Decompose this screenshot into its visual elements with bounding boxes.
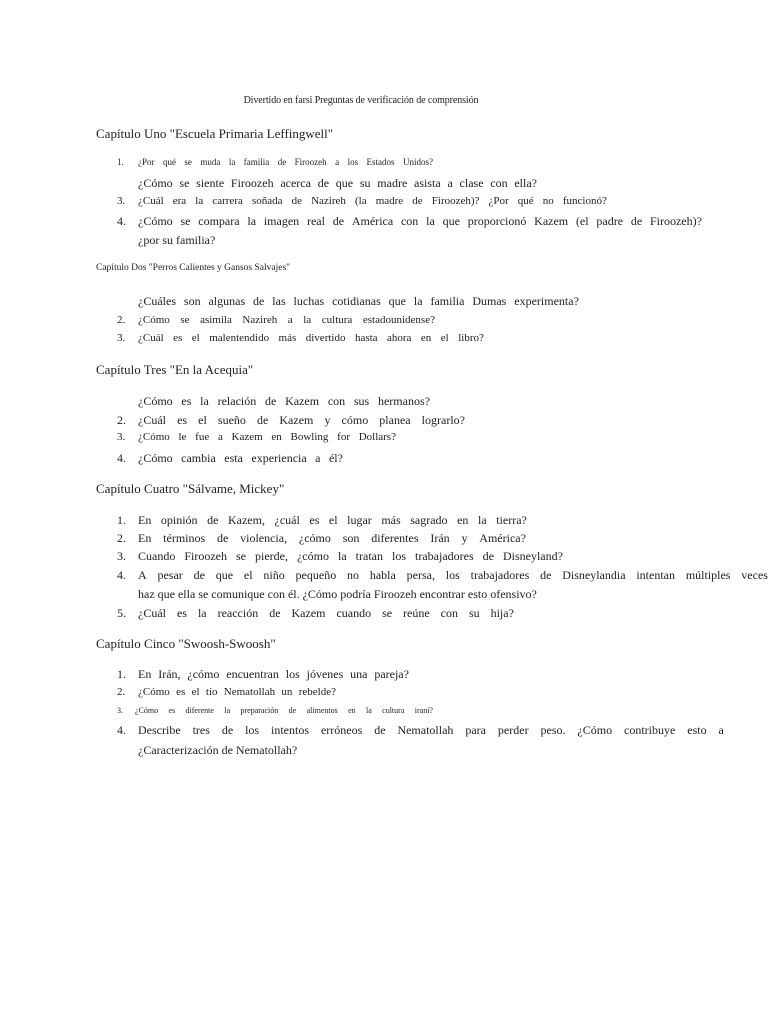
document-title: Divertido en farsi Preguntas de verificación de comprensión [243, 95, 479, 106]
question-text: En términos de violencia, ¿cómo son diferentes Irán y América? [138, 531, 526, 545]
question-text: ¿Cuál es el malentendido más divertido hasta ahora en el libro? [138, 332, 484, 344]
chapter-heading: Capítulo Cinco "Swoosh-Swoosh" [96, 636, 276, 651]
chapter-heading: Capítulo Cuatro "Sálvame, Mickey" [96, 481, 285, 496]
question-text: ¿Cómo le fue a Kazem en Bowling for Dollars? [138, 431, 396, 443]
question-text: ¿Cómo se siente Firoozeh acerca de que su madre asista a clase con ella? [138, 176, 537, 190]
question-continuation: ¿por su familia? [138, 233, 216, 247]
chapter-heading: Capítulo Dos "Perros Calientes y Gansos Salvajes" [96, 263, 291, 273]
question-text: En Irán, ¿cómo encuentran los jóvenes una pareja? [138, 667, 409, 681]
question-text: ¿Cuál es el sueño de Kazem y cómo planea lograrlo? [138, 413, 465, 427]
question-text: En opinión de Kazem, ¿cuál es el lugar más sagrado en la tierra? [138, 513, 527, 527]
question-text: Cuando Firoozeh se pierde, ¿cómo la tratan los trabajadores de Disneyland? [138, 549, 563, 563]
question-text: ¿Cómo se asimila Nazireh a la cultura estadounidense? [138, 314, 435, 326]
question-text: ¿Cómo es la relación de Kazem con sus hermanos? [138, 394, 430, 408]
question-text: ¿Por qué se muda la familia de Firoozeh a los Estados Unidos? [138, 157, 433, 167]
question-text: ¿Cuál es la reacción de Kazem cuando se reúne con su hija? [138, 606, 514, 620]
chapter-heading: Capítulo Uno "Escuela Primaria Leffingwell" [96, 126, 334, 141]
question-text: ¿Cuál era la carrera soñada de Nazireh (la madre de Firoozeh)? ¿Por qué no funcionó? [138, 195, 607, 207]
question-text: ¿Cómo cambia esta experiencia a él? [138, 451, 343, 465]
question-text: ¿Cuáles son algunas de las luchas cotidianas que la familia Dumas experimenta? [138, 294, 579, 308]
question-text: ¿Cómo es el tío Nematollah un rebelde? [138, 686, 336, 698]
question-text: Describe tres de los intentos erróneos de Nematollah para perder peso. ¿Cómo contribuye esto a [138, 723, 724, 737]
chapter-heading: Capítulo Tres "En la Acequia" [96, 362, 254, 377]
question-text: A pesar de que el niño pequeño no habla persa, los trabajadores de Disneylandia intentan múltiples veces [138, 568, 768, 582]
question-text: ¿Cómo se compara la imagen real de América con la que proporcionó Kazem (el padre de Firoozeh)? [138, 214, 702, 228]
question-continuation: ¿Caracterización de Nematollah? [138, 743, 298, 757]
question-text: ¿Cómo es diferente la preparación de alimentos en la cultura iraní? [135, 706, 433, 715]
question-continuation: haz que ella se comunique con él. ¿Cómo podría Firoozeh encontrar esto ofensivo? [138, 587, 537, 601]
